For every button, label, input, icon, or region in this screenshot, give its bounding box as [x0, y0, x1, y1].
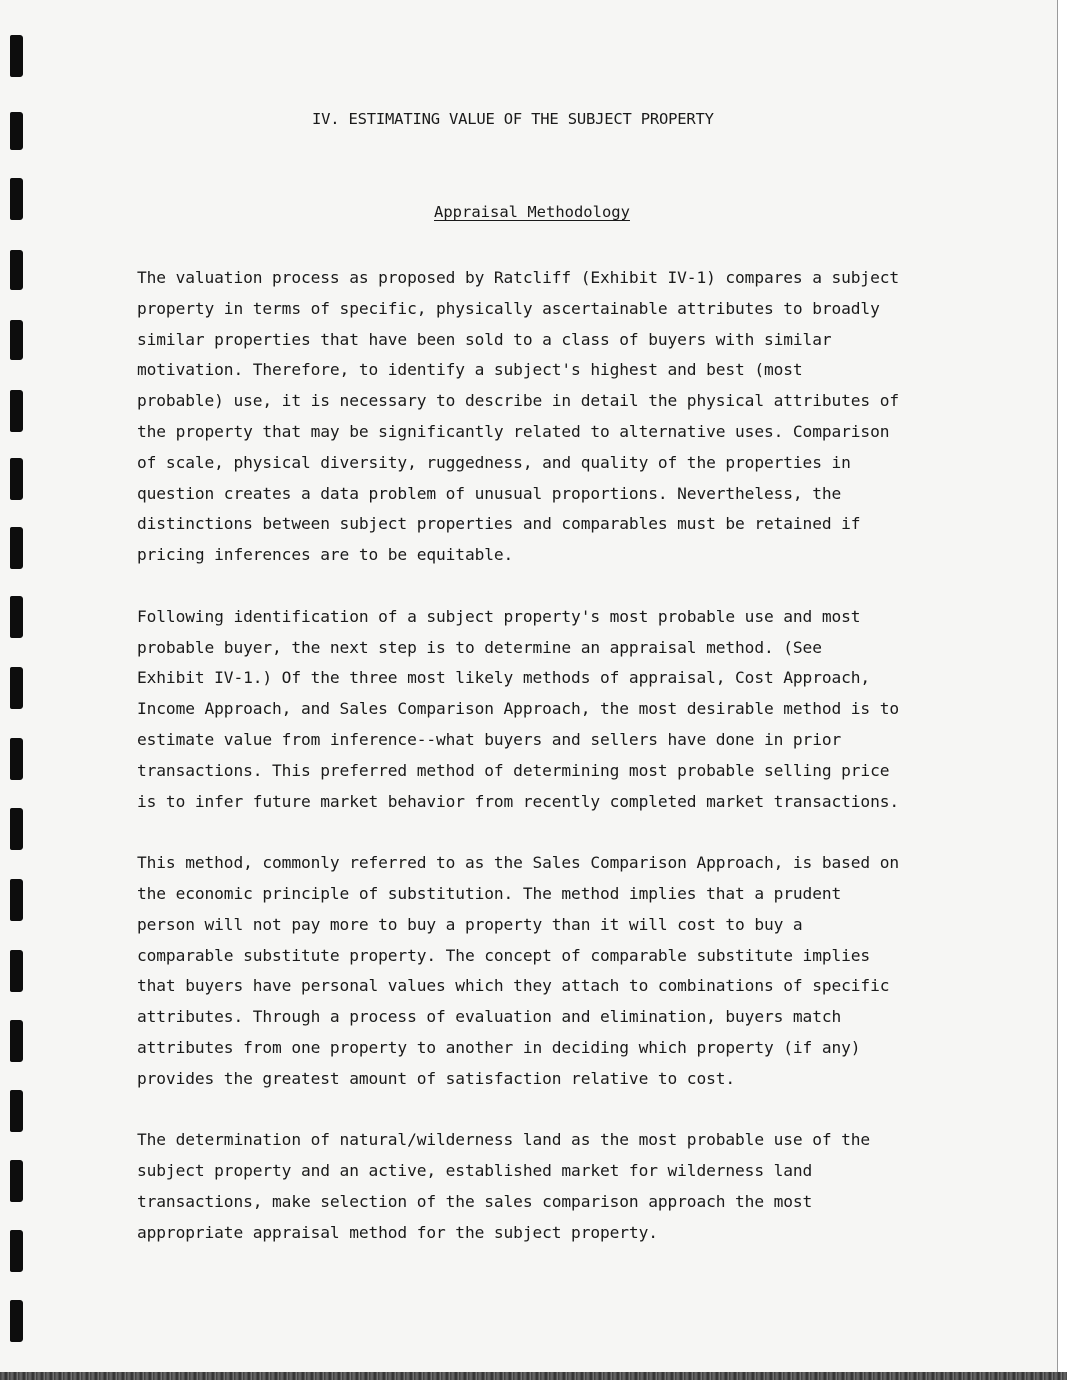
binder-hole — [10, 879, 23, 921]
text-line: that buyers have personal values which they attach to combinations of specific — [137, 976, 890, 996]
binder-hole — [10, 1230, 23, 1272]
binder-hole — [10, 808, 23, 850]
text-line: Exhibit IV-1.) Of the three most likely methods of appraisal, Cost Approach, — [137, 668, 871, 688]
text-line: The valuation process as proposed by Ratcliff (Exhibit IV-1) compares a subject — [137, 268, 900, 287]
text-line: attributes. Through a process of evaluation and elimination, buyers match — [137, 1007, 842, 1027]
text-line: probable) use, it is necessary to describe in detail the physical attributes of — [137, 391, 900, 411]
text-line: Income Approach, and Sales Comparison Approach, the most desirable method is to — [137, 699, 900, 719]
text-line: property in terms of specific, physically ascertainable attributes to broadly — [137, 298, 880, 318]
page-bottom-edge — [0, 1372, 1067, 1380]
body-text — [137, 263, 957, 1279]
text-line: Following identification of a subject property's most probable use and most — [137, 606, 861, 626]
binder-hole — [10, 112, 23, 150]
text-line: pricing inferences are to be equitable. — [137, 545, 514, 565]
text-line: person will not pay more to buy a property than it will cost to buy a — [137, 914, 803, 934]
binder-hole — [10, 250, 23, 290]
text-line: the property that may be significantly related to alternative uses. Comparison — [137, 421, 890, 441]
binder-hole — [10, 738, 23, 780]
binder-hole — [10, 667, 23, 709]
text-line: attributes from one property to another in deciding which property (if any) — [137, 1037, 861, 1057]
binder-hole — [10, 35, 23, 77]
binder-hole — [10, 178, 23, 220]
text-line: appropriate appraisal method for the subject property. — [137, 1222, 658, 1242]
text-line: The determination of natural/wilderness land as the most probable use of the — [137, 1130, 871, 1150]
binder-hole — [10, 1020, 23, 1062]
text-line: estimate value from inference--what buyers and sellers have done in prior — [137, 729, 842, 749]
text-line: motivation. Therefore, to identify a subject's highest and best (most — [137, 360, 803, 380]
text-line: probable buyer, the next step is to determine an appraisal method. (See — [137, 637, 822, 657]
text-line: similar properties that have been sold to a class of buyers with similar — [137, 329, 832, 349]
binder-hole — [10, 390, 23, 432]
paragraph — [137, 602, 957, 818]
text-line: question creates a data problem of unusual proportions. Nevertheless, the — [137, 483, 842, 503]
text-line: transactions, make selection of the sales comparison approach the most — [137, 1191, 813, 1211]
binder-hole — [10, 1090, 23, 1132]
text-line: of scale, physical diversity, ruggedness, and quality of the properties in — [137, 452, 851, 472]
text-line: This method, commonly referred to as the Sales Comparison Approach, is based on — [137, 853, 900, 873]
text-line: comparable substitute property. The concept of comparable substitute implies — [137, 945, 871, 965]
binder-hole — [10, 320, 23, 360]
text-line: is to infer future market behavior from recently completed market transactions. — [137, 791, 900, 811]
text-line: transactions. This preferred method of determining most probable selling price — [137, 760, 890, 780]
text-line: distinctions between subject properties and comparables must be retained if — [137, 514, 861, 534]
page-heading: IV. ESTIMATING VALUE OF THE SUBJECT PROPERTY — [312, 110, 714, 128]
text-line: the economic principle of substitution. The method implies that a prudent — [137, 883, 842, 903]
binder-hole — [10, 596, 23, 638]
paragraph — [137, 1125, 957, 1248]
binder-hole — [10, 458, 23, 500]
paragraph — [137, 848, 957, 1094]
binder-hole — [10, 527, 23, 569]
binder-hole — [10, 1160, 23, 1202]
page-right-edge — [1057, 0, 1067, 1380]
paragraph — [137, 263, 957, 571]
section-title: Appraisal Methodology — [434, 203, 630, 221]
text-line: subject property and an active, established market for wilderness land — [137, 1161, 813, 1181]
binder-hole — [10, 1300, 23, 1342]
binder-hole — [10, 950, 23, 992]
text-line: provides the greatest amount of satisfaction relative to cost. — [137, 1068, 736, 1088]
